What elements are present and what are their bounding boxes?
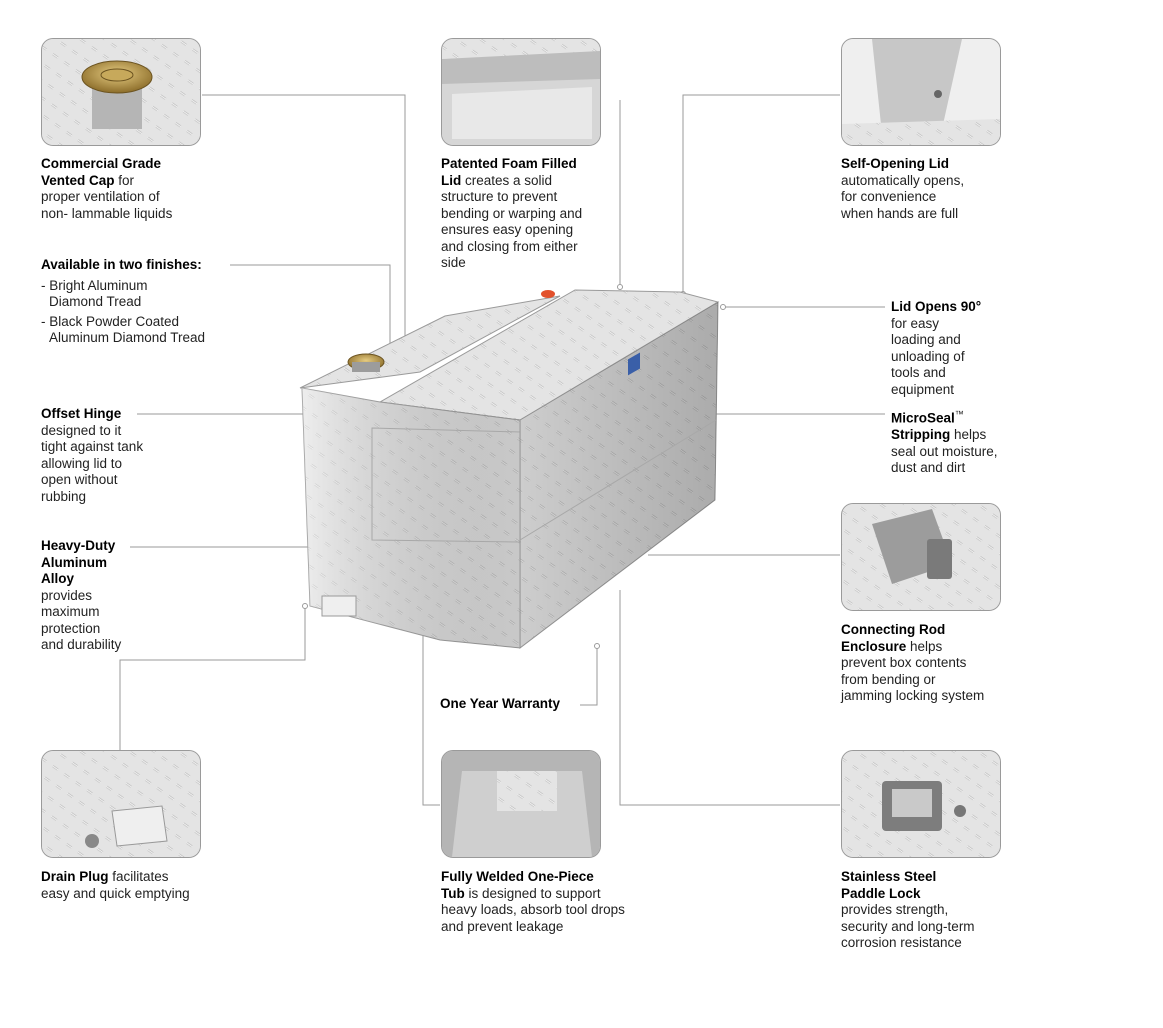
welded-tub-desc-inline: is designed to support: [464, 885, 601, 901]
foam-lid-desc-inline: creates a solid: [461, 172, 553, 188]
welded-tub-title-1: Fully Welded One-Piece: [441, 869, 594, 884]
lid-90-title: Lid Opens 90°: [891, 299, 982, 314]
offset-hinge-callout: [41, 406, 143, 505]
lid-opens-90-callout: [891, 299, 981, 398]
vented-cap-title-2: Vented Cap: [41, 172, 115, 188]
lid-90-desc-line: loading and: [891, 332, 961, 347]
trademark-symbol: ™: [954, 409, 964, 419]
paddle-lock-title-2: Paddle Lock: [841, 885, 921, 901]
finish-option: Diamond Tread: [49, 294, 142, 309]
lid-90-desc-line: for easy: [891, 315, 940, 331]
heavy-duty-title-2: Aluminum: [41, 554, 107, 570]
vented-cap-desc-line: non- lammable liquids: [41, 205, 173, 221]
microseal-desc-line: seal out moisture,: [891, 443, 998, 459]
self-opening-lid-callout: [841, 156, 964, 222]
vented-cap-desc-inline: for: [114, 172, 135, 188]
foam-lid-desc-line: ensures easy opening: [441, 222, 574, 237]
microseal-title-1: MicroSeal: [891, 410, 955, 426]
vented-cap-title-1: Commercial Grade: [41, 156, 162, 171]
offset-hinge-desc-line: rubbing: [41, 488, 87, 504]
paddle-lock-desc-line: provides strength,: [841, 902, 949, 917]
welded-tub-desc-line: and prevent leakage: [441, 918, 564, 934]
welded-tub-callout: [441, 869, 625, 935]
foam-lid-desc-line: side: [441, 255, 466, 270]
welded-tub-desc-line: heavy loads, absorb tool drops: [441, 902, 625, 917]
offset-hinge-desc-line: open without: [41, 472, 118, 487]
heavy-duty-title-1: Heavy-Duty: [41, 538, 116, 553]
connecting-rod-title-2: Enclosure: [841, 638, 907, 654]
microseal-desc-inline: helps: [950, 427, 987, 442]
paddle-lock-thumbnail: [841, 750, 1001, 858]
finish-option: Aluminum Diamond Tread: [49, 330, 206, 345]
vented-cap-thumbnail: [41, 38, 201, 146]
microseal-desc-line: dust and dirt: [891, 460, 966, 475]
foam-lid-desc-line: structure to prevent: [441, 189, 558, 204]
connecting-rod-callout: [841, 622, 984, 705]
warranty-title: One Year Warranty: [440, 696, 561, 711]
paddle-lock-desc-line: corrosion resistance: [841, 935, 962, 950]
drain-plug-callout: [41, 869, 190, 902]
self-opening-desc-line: for convenience: [841, 189, 937, 204]
connecting-rod-desc-line: prevent box contents: [841, 655, 967, 670]
self-opening-desc-line: automatically opens,: [841, 172, 965, 188]
offset-hinge-title: Offset Hinge: [41, 406, 122, 421]
heavy-duty-desc-line: protection: [41, 620, 101, 636]
connecting-rod-desc-line: from bending or: [841, 671, 936, 687]
paddle-lock-title-1: Stainless Steel: [841, 869, 937, 884]
offset-hinge-desc-line: tight against tank: [41, 439, 144, 454]
drain-plug-desc-line: easy and quick emptying: [41, 885, 190, 901]
foam-lid-title-1: Patented Foam Filled: [441, 156, 577, 171]
self-opening-desc-line: when hands are full: [841, 205, 959, 221]
drain-plug-title: Drain Plug: [41, 869, 109, 884]
foam-lid-desc-line: bending or warping and: [441, 205, 583, 221]
offset-hinge-desc-line: allowing lid to: [41, 455, 123, 471]
connecting-rod-desc-inline: helps: [906, 638, 943, 654]
warranty-callout: [440, 696, 560, 713]
vented-cap-callout: [41, 156, 172, 222]
heavy-duty-desc-line: provides: [41, 587, 93, 603]
connecting-rod-thumbnail: [841, 503, 1001, 611]
lid-90-desc-line: tools and: [891, 365, 946, 380]
connecting-rod-desc-line: jamming locking system: [841, 688, 985, 703]
finish-option: - Black Powder Coated: [41, 313, 180, 329]
microseal-callout: [891, 406, 998, 477]
foam-lid-title-2: Lid: [441, 172, 462, 188]
finishes-callout: [41, 257, 205, 347]
lid-90-desc-line: equipment: [891, 381, 955, 397]
heavy-duty-desc-line: maximum: [41, 604, 100, 619]
microseal-title-2: Stripping: [891, 427, 951, 442]
vented-cap-desc-line: proper ventilation of: [41, 189, 160, 204]
heavy-duty-callout: [41, 538, 121, 654]
self-opening-lid-thumbnail: [841, 38, 1001, 146]
finish-option: - Bright Aluminum: [41, 277, 148, 293]
self-opening-title: Self-Opening Lid: [841, 156, 949, 171]
heavy-duty-desc-line: and durability: [41, 637, 122, 652]
welded-tub-thumbnail: [441, 750, 601, 858]
foam-lid-thumbnail: [441, 38, 601, 146]
finishes-title: Available in two finishes:: [41, 257, 202, 272]
paddle-lock-desc-line: security and long-term: [841, 918, 975, 934]
welded-tub-title-2: Tub: [441, 885, 465, 901]
heavy-duty-title-3: Alloy: [41, 571, 75, 586]
connecting-rod-title-1: Connecting Rod: [841, 622, 946, 637]
paddle-lock-callout: [841, 869, 975, 952]
foam-lid-desc-line: and closing from either: [441, 238, 578, 254]
offset-hinge-desc-line: designed to it: [41, 422, 122, 438]
lid-90-desc-line: unloading of: [891, 348, 965, 364]
drain-plug-desc-inline: facilitates: [108, 869, 169, 884]
foam-lid-callout: [441, 156, 582, 272]
drain-plug-thumbnail: [41, 750, 201, 858]
